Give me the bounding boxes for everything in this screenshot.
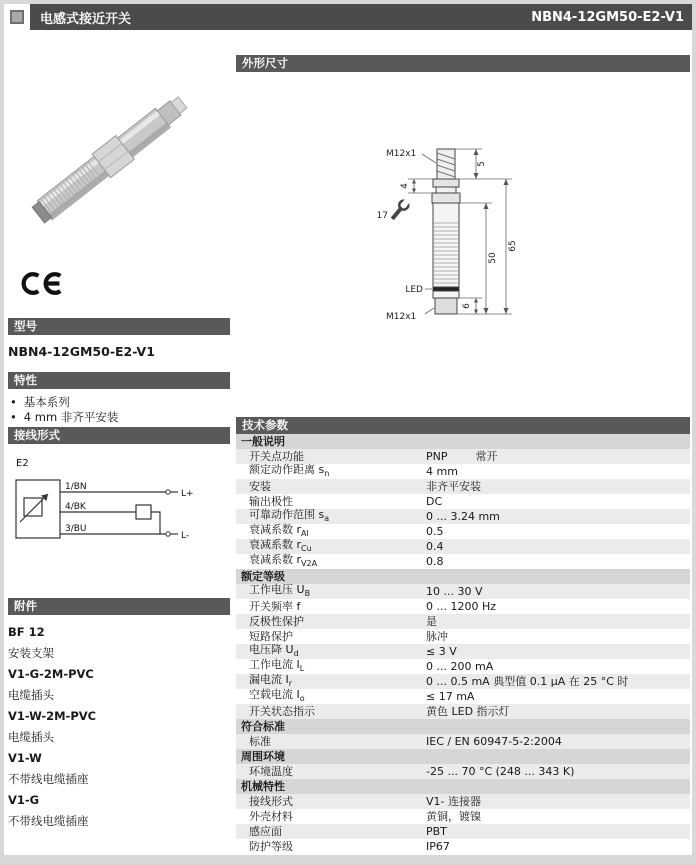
tech-row-label-sub: d: [293, 649, 299, 659]
tech-row: [236, 794, 690, 809]
dim-label-6: 6: [462, 303, 472, 309]
dim-label-4: 4: [400, 183, 410, 189]
wiring-variant-label: E2: [16, 458, 29, 469]
tech-row-value: ≤ 3 V: [426, 645, 457, 658]
tech-row-value: 黄色 LED 指示灯: [426, 705, 510, 718]
tech-row: [236, 839, 690, 854]
section-heading-features: 特性: [8, 372, 230, 389]
section-heading-accessories: 附件: [8, 598, 230, 615]
tech-row-label: 接线形式: [249, 795, 293, 808]
tech-row-label-sub: a: [324, 514, 330, 524]
lplus-label: L+: [181, 489, 194, 499]
tech-row-label: 外壳材料: [249, 810, 293, 823]
wire2-label: 4/BK: [65, 502, 86, 512]
accessory-desc: 安装支架: [8, 646, 54, 660]
tech-row-label-sub: Cu: [301, 544, 312, 554]
accessory-desc: 电缆插头: [8, 730, 54, 744]
tech-row: [236, 704, 690, 719]
tech-row-label: 衰减系数 $r_{Al}$: [249, 522, 309, 539]
sensor-symbol-box: [16, 480, 60, 538]
tech-row-label-sub: n: [324, 469, 330, 479]
section-heading-wiring: 接线形式: [8, 427, 230, 444]
tech-row-label: 衰减系数 $r_{Cu}$: [249, 537, 312, 554]
tech-row-label-sub: L: [299, 664, 305, 674]
tech-row-value: 是: [426, 615, 437, 628]
tech-row-value: 10 ... 30 V: [426, 585, 483, 598]
tech-row-value: 脉冲: [426, 630, 448, 643]
accessories-list: [8, 622, 96, 832]
ce-mark-icon: [18, 270, 62, 297]
tech-row-label: 输出极性: [249, 495, 293, 508]
tech-row-label: 环境温度: [249, 765, 293, 778]
tech-row-label: 漏电流 $I_r$: [249, 672, 293, 689]
tech-row-label: 工作电流 $I_L$: [249, 657, 305, 674]
tech-row: [236, 809, 690, 824]
dim-label-thread-top: M12x1: [386, 149, 417, 159]
tech-row-value: DC: [426, 495, 443, 508]
header-model-number: NBN4-12GM50-E2-V1: [531, 9, 684, 25]
accessory-desc: 电缆插头: [8, 688, 54, 702]
tech-section-heading: 符合标准: [236, 719, 690, 734]
tech-row: [236, 584, 690, 599]
wrench-icon: [389, 197, 412, 222]
tech-row-label: 感应面: [249, 825, 282, 838]
accessory-name: BF 12: [8, 625, 45, 639]
dimension-drawing: [236, 74, 690, 414]
model-number: NBN4-12GM50-E2-V1: [8, 344, 155, 359]
tech-row-label: 开关状态指示: [249, 705, 315, 718]
tech-row-value: IP67: [426, 840, 450, 853]
wire1-label: 1/BN: [65, 482, 87, 492]
tech-row-label: 空载电流 $I_o$: [249, 687, 305, 704]
dim-label-50: 50: [488, 252, 498, 264]
tech-section-heading: 一般说明: [236, 434, 690, 449]
tech-row-label: 额定动作距离 $s_n$: [249, 462, 330, 479]
tech-row-label: 可靠动作范围 $s_a$: [249, 507, 330, 524]
tech-section-heading: 额定等级: [236, 569, 690, 584]
accessory-desc: 不带线电缆插座: [8, 814, 89, 828]
tech-row-value: 0 ... 200 mA: [426, 660, 494, 673]
tech-row-value: 0.8: [426, 555, 444, 568]
tech-row-label: 反极性保护: [249, 615, 304, 628]
tech-row-value: 0 ... 0.5 mA 典型值 0.1 μA 在 25 °C 时: [426, 675, 629, 688]
tech-row-label: 开关频率 f: [249, 600, 301, 613]
tech-row-label: 标准: [249, 735, 271, 748]
accessory-name: V1-G-2M-PVC: [8, 667, 94, 681]
lminus-label: L-: [181, 531, 190, 541]
tech-row-value: PBT: [426, 825, 447, 838]
tech-section-heading: 机械特性: [236, 779, 690, 794]
tech-row: [236, 479, 690, 494]
dim-label-17: 17: [376, 211, 388, 221]
features-list: [10, 395, 118, 425]
load-symbol: [136, 505, 151, 519]
tech-row-label-sub: V2A: [301, 559, 318, 569]
dim-label-65: 65: [508, 240, 518, 252]
tech-row-label-sub: B: [304, 589, 311, 599]
accessory-name: V1-W: [8, 751, 42, 765]
sensor-logo-icon: [4, 4, 30, 30]
tech-row: [236, 554, 690, 569]
dim-label-thread-bottom: M12x1: [386, 312, 417, 322]
section-heading-dimensions: 外形尺寸: [236, 55, 690, 72]
tech-row: [236, 599, 690, 614]
tech-row-value: ≤ 17 mA: [426, 690, 475, 703]
tech-row: [236, 464, 690, 479]
tech-row-value: -25 ... 70 °C (248 ... 343 K): [426, 765, 575, 778]
tech-row-label: 工作电压 $U_B$: [249, 582, 311, 599]
wire3-label: 3/BU: [65, 524, 87, 534]
tech-row-value: 0.5: [426, 525, 444, 538]
section-heading-tech: 技术参数: [236, 417, 690, 434]
tech-row-value: V1- 连接器: [426, 795, 481, 808]
tech-row: [236, 824, 690, 839]
tech-row-value: IEC / EN 60947-5-2:2004: [426, 735, 562, 748]
led-ring: [433, 287, 459, 291]
tech-row-label: 安装: [249, 480, 271, 493]
dim-label-led: LED: [405, 285, 423, 295]
tech-row-value: 0 ... 3.24 mm: [426, 510, 500, 523]
tech-row: [236, 614, 690, 629]
tech-row-label-sub: r: [288, 679, 293, 689]
feature-item: • 基本系列: [10, 395, 118, 410]
tech-row: [236, 734, 690, 749]
tech-row-label: 短路保护: [249, 630, 293, 643]
accessory-name: V1-G: [8, 793, 40, 807]
tech-row-value: 非齐平安装: [426, 480, 481, 493]
top-header-bar: [4, 4, 692, 30]
tech-row-label-sub: o: [299, 694, 305, 704]
sensor-logo-icon-inner: [10, 10, 24, 24]
page-title: 电感式接近开关: [40, 11, 132, 27]
dim-label-5: 5: [477, 161, 487, 167]
tech-row-value: 0.4: [426, 540, 444, 553]
tech-row-label: 防护等级: [249, 840, 293, 853]
tech-table: [236, 434, 690, 854]
tech-row-label: 电压降 $U_d$: [249, 642, 299, 659]
tech-row-label: 衰减系数 $r_{V2A}$: [249, 552, 318, 569]
wiring-diagram: [8, 452, 220, 564]
product-photo: [16, 56, 212, 256]
tech-row-label: 开关点功能: [249, 450, 304, 463]
tech-section-heading: 周围环境: [236, 749, 690, 764]
tech-row: [236, 764, 690, 779]
tech-row-value: 4 mm: [426, 465, 458, 478]
accessory-desc: 不带线电缆插座: [8, 772, 89, 786]
tech-row-value: 黄铜，镀镍: [426, 810, 481, 823]
tech-row-value: 0 ... 1200 Hz: [426, 600, 497, 613]
accessory-name: V1-W-2M-PVC: [8, 709, 97, 723]
datasheet-page: [4, 4, 692, 855]
feature-item: • 4 mm 非齐平安装: [10, 410, 118, 425]
tech-row-value: PNP 常开: [426, 450, 498, 463]
tech-row-label-sub: Al: [301, 529, 309, 539]
section-heading-model: 型号: [8, 318, 230, 335]
tech-row: [236, 689, 690, 704]
